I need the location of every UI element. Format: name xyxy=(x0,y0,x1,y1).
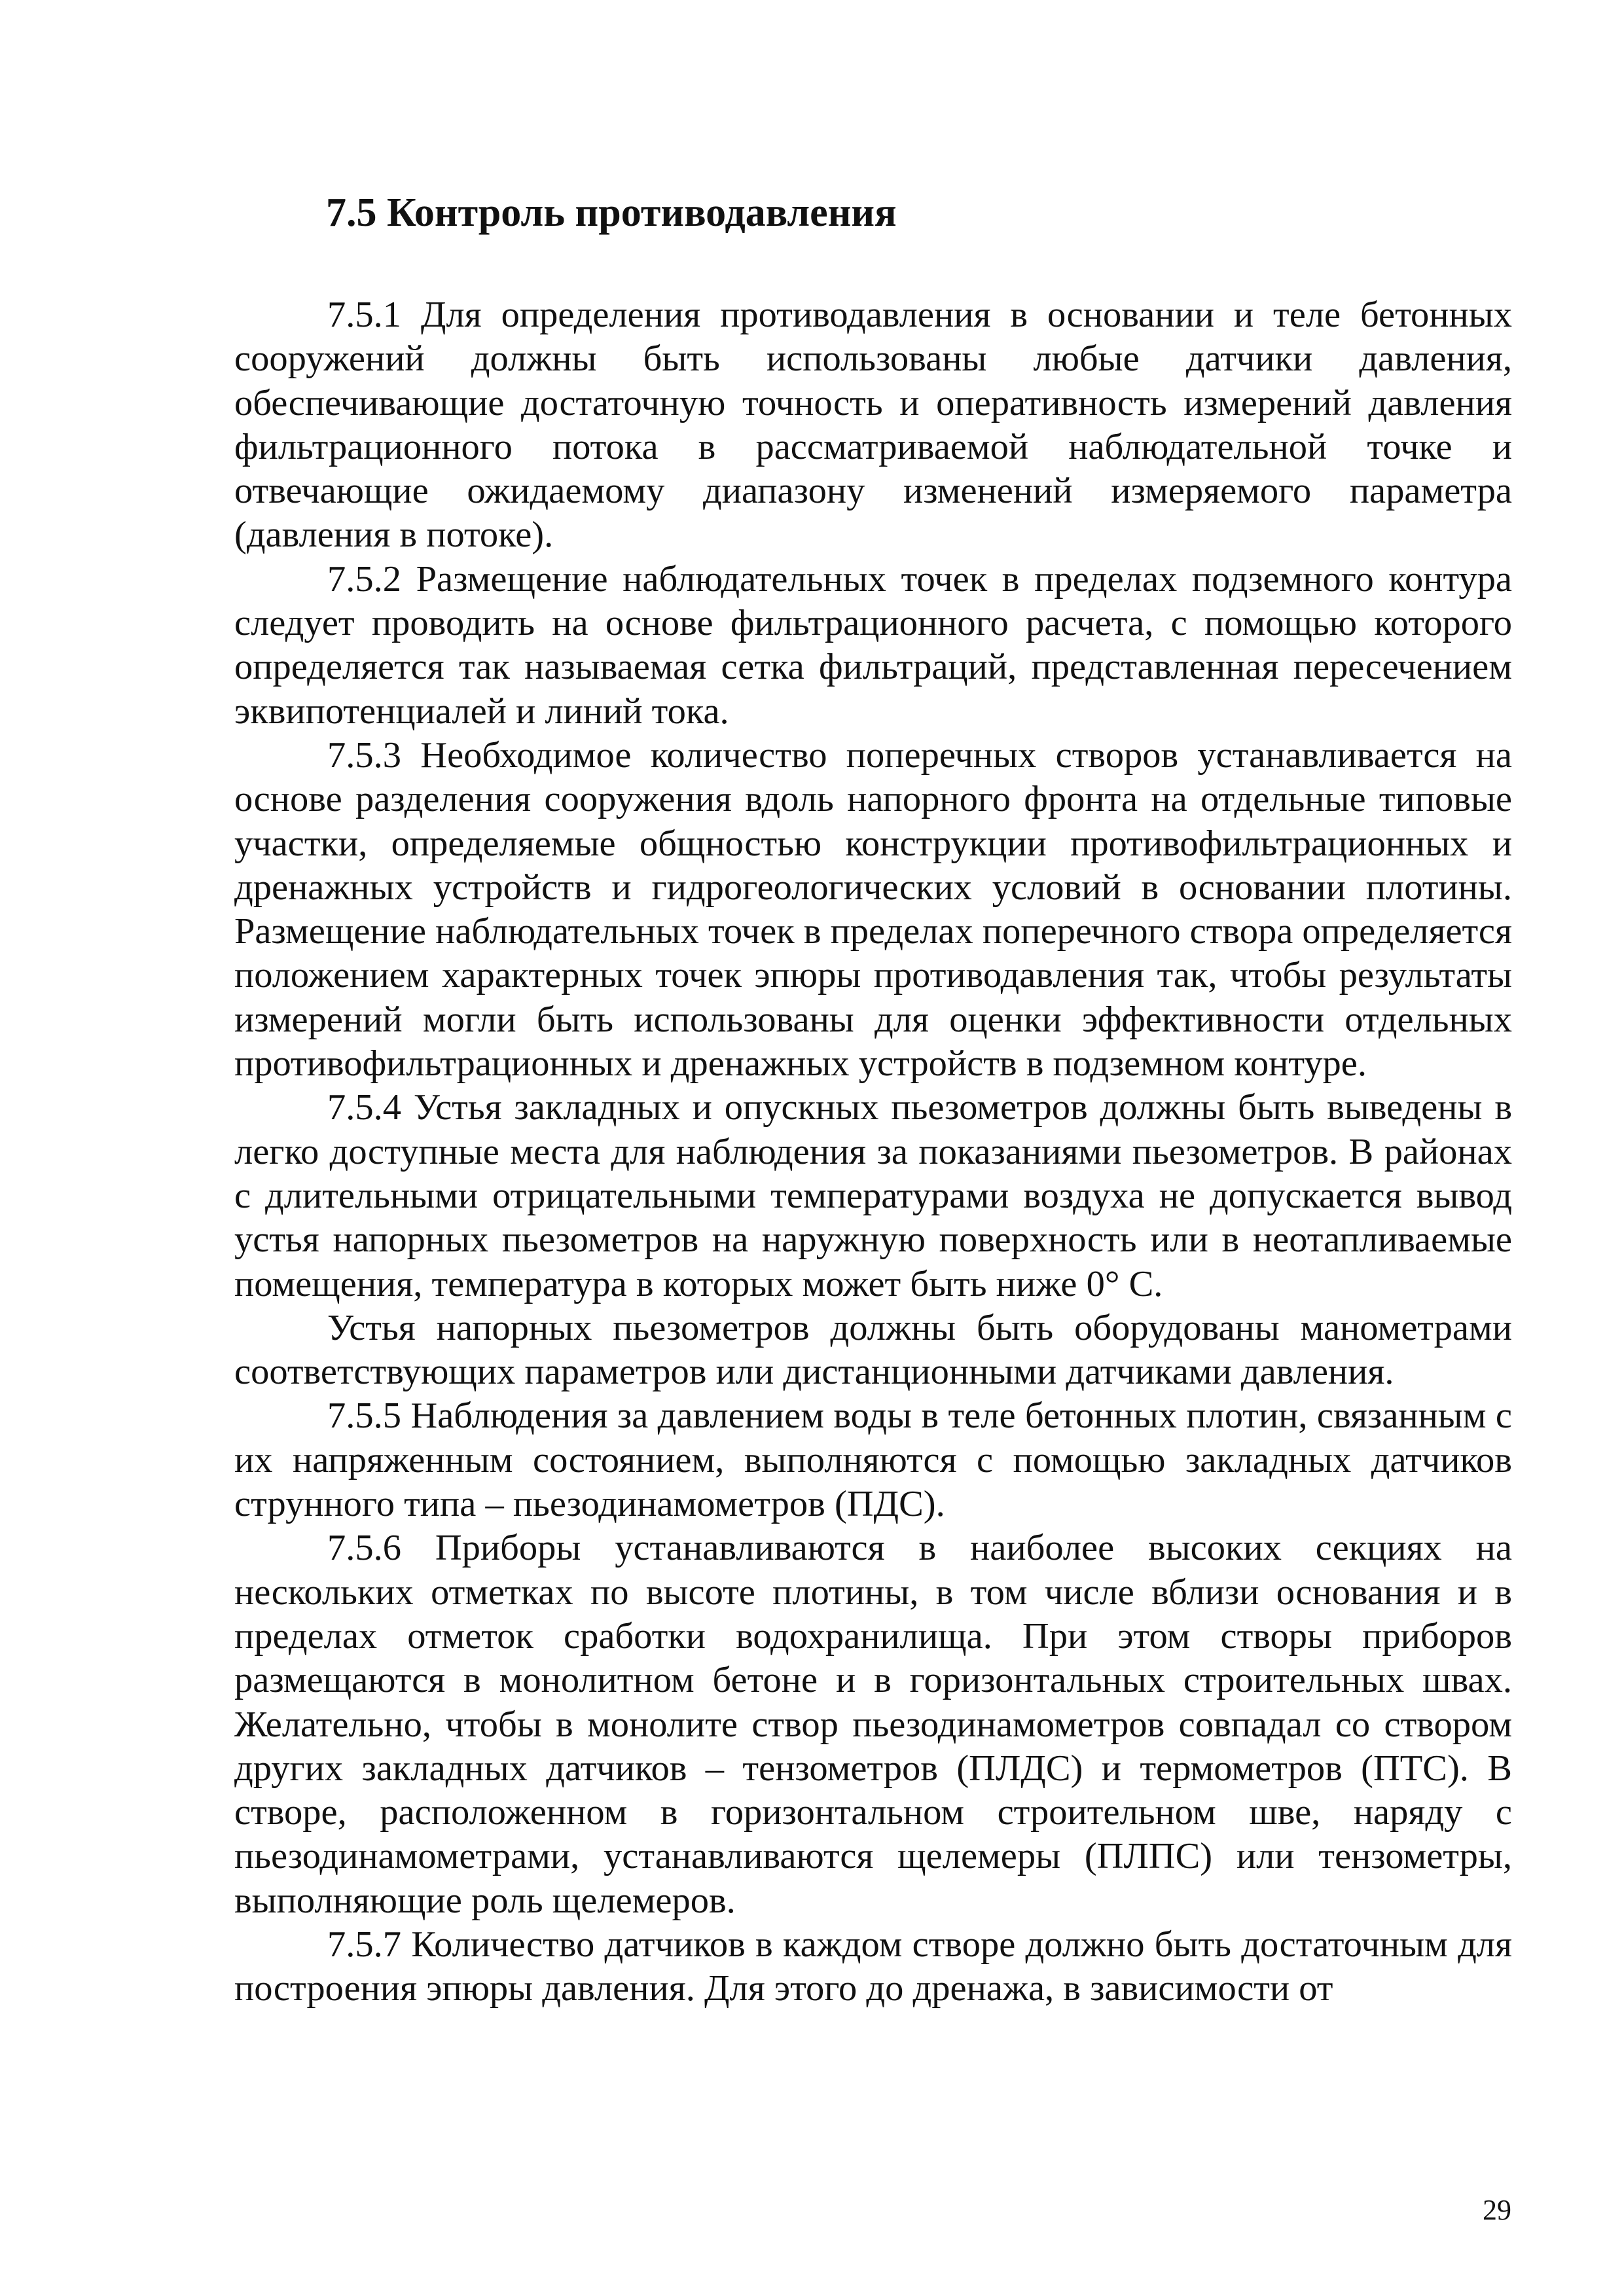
paragraph-7-5-2: 7.5.2 Размещение наблюдательных точек в пределах подземного контура следует проводить на основе фильтрационного расчета, с помощью которого определяется так называемая сетка фильтраций, представленная пересечением эквипотенциалей и линий тока. xyxy=(234,558,1512,732)
section-heading: 7.5 Контроль противодавления xyxy=(326,190,897,235)
paragraph-7-5-5: 7.5.5 Наблюдения за давлением воды в теле бетонных плотин, связанным с их напряженным состоянием, выполняются с помощью закладных датчиков струнного типа – пьезодинамометров (ПДС). xyxy=(234,1395,1512,1525)
paragraph-7-5-3: 7.5.3 Необходимое количество поперечных створов устанавливается на основе разделения сооружения вдоль напорного фронта на отдельные типовые участки, определяемые общностью конструкции противофильтрационных и дренажных устройств и гидрогеологических условий в основании плотины. Размещение наблюдательных точек в пределах поперечного створа определяется положением характерных точек эпюры противодавления так, чтобы результаты измерений могли быть использованы для оценки эффективности отдельных противофильтрационных и дренажных устройств в подземном контуре. xyxy=(234,734,1512,1085)
paragraph-7-5-6: 7.5.6 Приборы устанавливаются в наиболее высоких секциях на нескольких отметках по высоте плотины, в том числе вблизи основания и в пределах отметок сработки водохранилища. При этом створы приборов размещаются в монолитном бетоне и в горизонтальных строительных швах. Желательно, чтобы в монолите створ пьезодинамометров совпадал со створом других закладных датчиков – тензометров (ПЛДС) и термометров (ПТС). В створе, расположенном в горизонтальном строительном шве, наряду с пьезодинамометрами, устанавливаются щелемеры (ПЛПС) или тензометры, выполняющие роль щелемеров. xyxy=(234,1528,1512,1921)
paragraph-7-5-7: 7.5.7 Количество датчиков в каждом створе должно быть достаточным для построения эпюры давления. Для этого до дренажа, в зависимости от xyxy=(234,1924,1512,2009)
paragraph-7-5-1: 7.5.1 Для определения противодавления в основании и теле бетонных сооружений должны быть использованы любые датчики давления, обеспечивающие достаточную точность и оперативность измерений давления фильтрационного потока в рассматриваемой наблюдательной точке и отвечающие ожидаемому диапазону изменений измеряемого параметра (давления в потоке). xyxy=(234,295,1512,556)
paragraph-7-5-4-continued: Устья напорных пьезометров должны быть оборудованы манометрами соответствующих параметров или дистанционными датчиками давления. xyxy=(234,1307,1512,1393)
body-text xyxy=(234,293,1512,2011)
paragraph-7-5-4: 7.5.4 Устья закладных и опускных пьезометров должны быть выведены в легко доступные места для наблюдения за показаниями пьезометров. В районах с длительными отрицательными температурами воздуха не допускается вывод устья напорных пьезометров на наружную поверхность или в неотапливаемые помещения, температура в которых может быть ниже 0° С. xyxy=(234,1087,1512,1304)
page-number: 29 xyxy=(1483,2194,1511,2226)
